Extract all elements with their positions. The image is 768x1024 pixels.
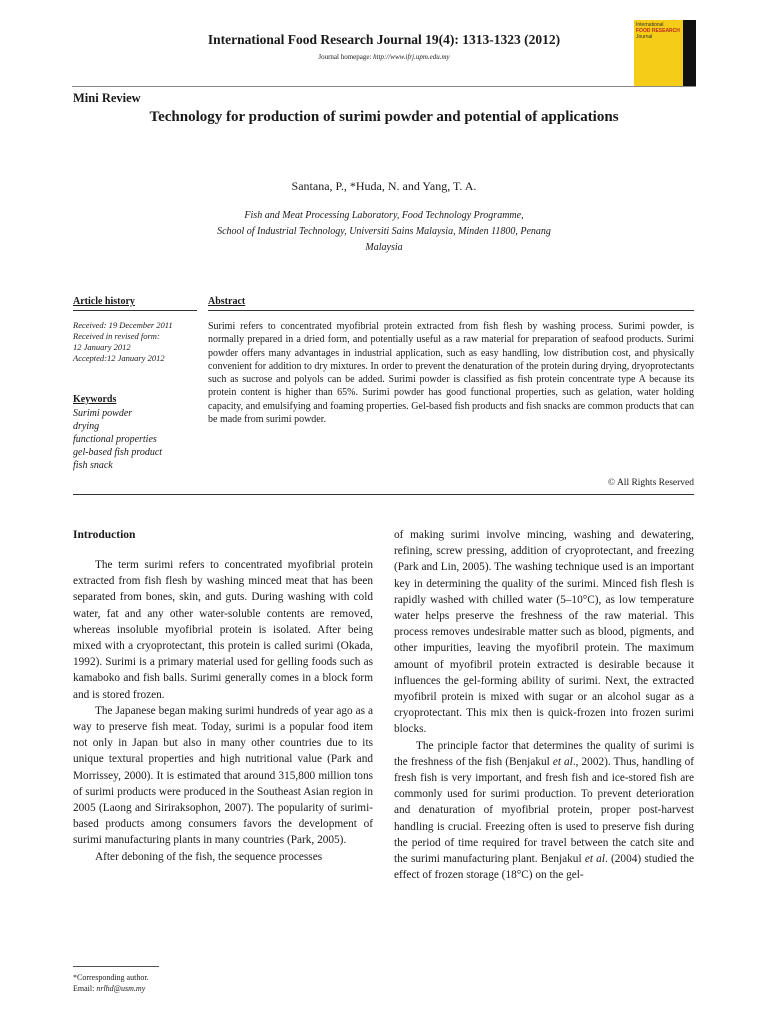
abstract-text: Surimi refers to concentrated myofibrial protein extracted from fish flesh by washing process. Surimi powder, is normally prepared in a dried form, and potentially useful as a raw material for preparation of seafood products. Surimi powder offers many advantages in industrial application, such as easy handling, low distribution cost, and physically convenient for addition to dry mixtures. In order to prevent the denaturation of the protein during drying, dryoprotectants such as sucrose and polyols can be added. Surimi powder is classified as fish protein concentrate type A because its protein content is higher than 65%. Surimi powder has good functional properties, such as gelation, water holding capacity, and emulsifying and foaming properties. Gel-based fish products and fish snacks are common products that can be made from surimi powder. — [208, 321, 694, 426]
paragraph: The principle factor that determines the quality of surimi is the freshness of the fish (Benjakul et al., 2002). Thus, handling of fresh fish is very important, and fresh fish and ice-stored fish are commonly used for surimi production. To prevent deterioration and denaturation of myofibrial protein, proper post-harvest handling is crucial. Freezing often is used to preserve fish during the period of time required for travel between the catch site and the surimi manufacturing plant. Benjakul et al. (2004) studied the effect of frozen storage (18°C) on the gel- — [394, 739, 694, 882]
journal-title: International Food Research Journal 19(4): 1313-1323 (2012) — [207, 32, 561, 47]
abstract-rule — [208, 310, 694, 311]
authors: Santana, P., *Huda, N. and Yang, T. A. — [291, 179, 477, 193]
footnote — [73, 972, 149, 994]
received-date: Received: 19 December 2011 — [73, 320, 173, 330]
paper-title: Technology for production of surimi powder and potential of applications — [149, 109, 619, 125]
keyword: gel-based fish product — [73, 447, 163, 458]
keyword: fish snack — [73, 460, 113, 471]
logo-text: International FOOD RESEARCH Journal — [636, 22, 680, 40]
keyword: Surimi powder — [73, 408, 133, 419]
paragraph: The term surimi refers to concentrated myofibrial protein extracted from fish flesh by washing minced meat that has been separated from bones, skin, and guts. During washing with cold water, fat and any other water-soluble contents are removed, whereas insoluble myofibrial protein is isolated. After being mixed with a cryoprotectant, this protein is called surimi (Okada, 1992). Surimi is a primary material used for gelling foods such as kamaboko and fish balls. Surimi generally comes in a block form and is stored frozen. — [73, 559, 373, 701]
abstract-heading: Abstract — [208, 296, 246, 307]
copyright-notice: © All Rights Reserved — [607, 478, 694, 488]
email-line: Email: nrlhd@usm.my — [73, 984, 146, 993]
keyword: drying — [73, 421, 100, 432]
header-divider — [72, 86, 696, 87]
corresponding-author: *Corresponding author. — [73, 973, 149, 982]
body-right-column — [394, 527, 694, 883]
article-history — [73, 320, 201, 364]
logo-black-bar — [683, 20, 696, 86]
paragraph: The Japanese began making surimi hundreds of year ago as a way to preserve fish meat. Today, surimi is a popular food item not only in Japan but also in many other countries due to its unique textural properties and high nutritional value (Park and Morrissey, 2000). It is estimated that around 315,800 million tons of surimi products were produced in the Southeast Asian region in 2005 (Laong and Siriraksophon, 2007). The popularity of surimi-based products among consumers favors the development of surimi manufacturing plants in many countries (Park, 2005). — [73, 704, 373, 847]
paragraph: of making surimi involve mincing, washing and dewatering, refining, screw pressing, addition of cryoprotectant, and freezing (Park and Lin, 2005). The washing technique used is an important key in determining the quality of the surimi. Minced fish flesh is rapidly washed with chilled water (5–10°C), as low temperature water helps preserve the freshness of the raw material. This process removes undesirable matter such as blood, pigments, and other impurities, leaving the myofibril protein. The maximum amount of myofibril protein extracted is desirable because it influences the gel-forming ability of surimi. Next, the extracted myofibril protein is mixed with sugar or an alcohol sugar as a cryoprotectant. This mix then is quick-frozen into frozen surimi blocks. — [394, 529, 694, 736]
revised-label: Received in revised form: — [73, 331, 160, 341]
article-history-heading: Article history — [73, 296, 135, 307]
keywords-heading: Keywords — [73, 394, 117, 405]
homepage-url[interactable]: http://www.ifrj.upm.edu.my — [373, 53, 450, 61]
abstract-bottom-rule — [73, 494, 694, 495]
journal-logo — [634, 20, 696, 86]
introduction-heading: Introduction — [73, 529, 136, 541]
keywords-list — [73, 407, 162, 472]
revised-date: 12 January 2012 — [73, 342, 131, 352]
history-rule — [73, 310, 197, 311]
accepted-date: Accepted:12 January 2012 — [73, 353, 165, 363]
paragraph: After deboning of the fish, the sequence processes — [95, 850, 323, 863]
affiliation: Fish and Meat Processing Laboratory, Food Technology Programme, School of Industrial Technology, Universiti Sains Malaysia, Minden 11800, Penang Malaysia — [217, 210, 551, 253]
email-link[interactable]: nrlhd@usm.my — [96, 984, 146, 993]
homepage-label: Journal homepage: — [318, 53, 374, 61]
body-left-column — [73, 557, 373, 865]
article-type: Mini Review — [73, 91, 141, 105]
keyword: functional properties — [73, 434, 157, 445]
footnote-rule — [73, 966, 159, 967]
